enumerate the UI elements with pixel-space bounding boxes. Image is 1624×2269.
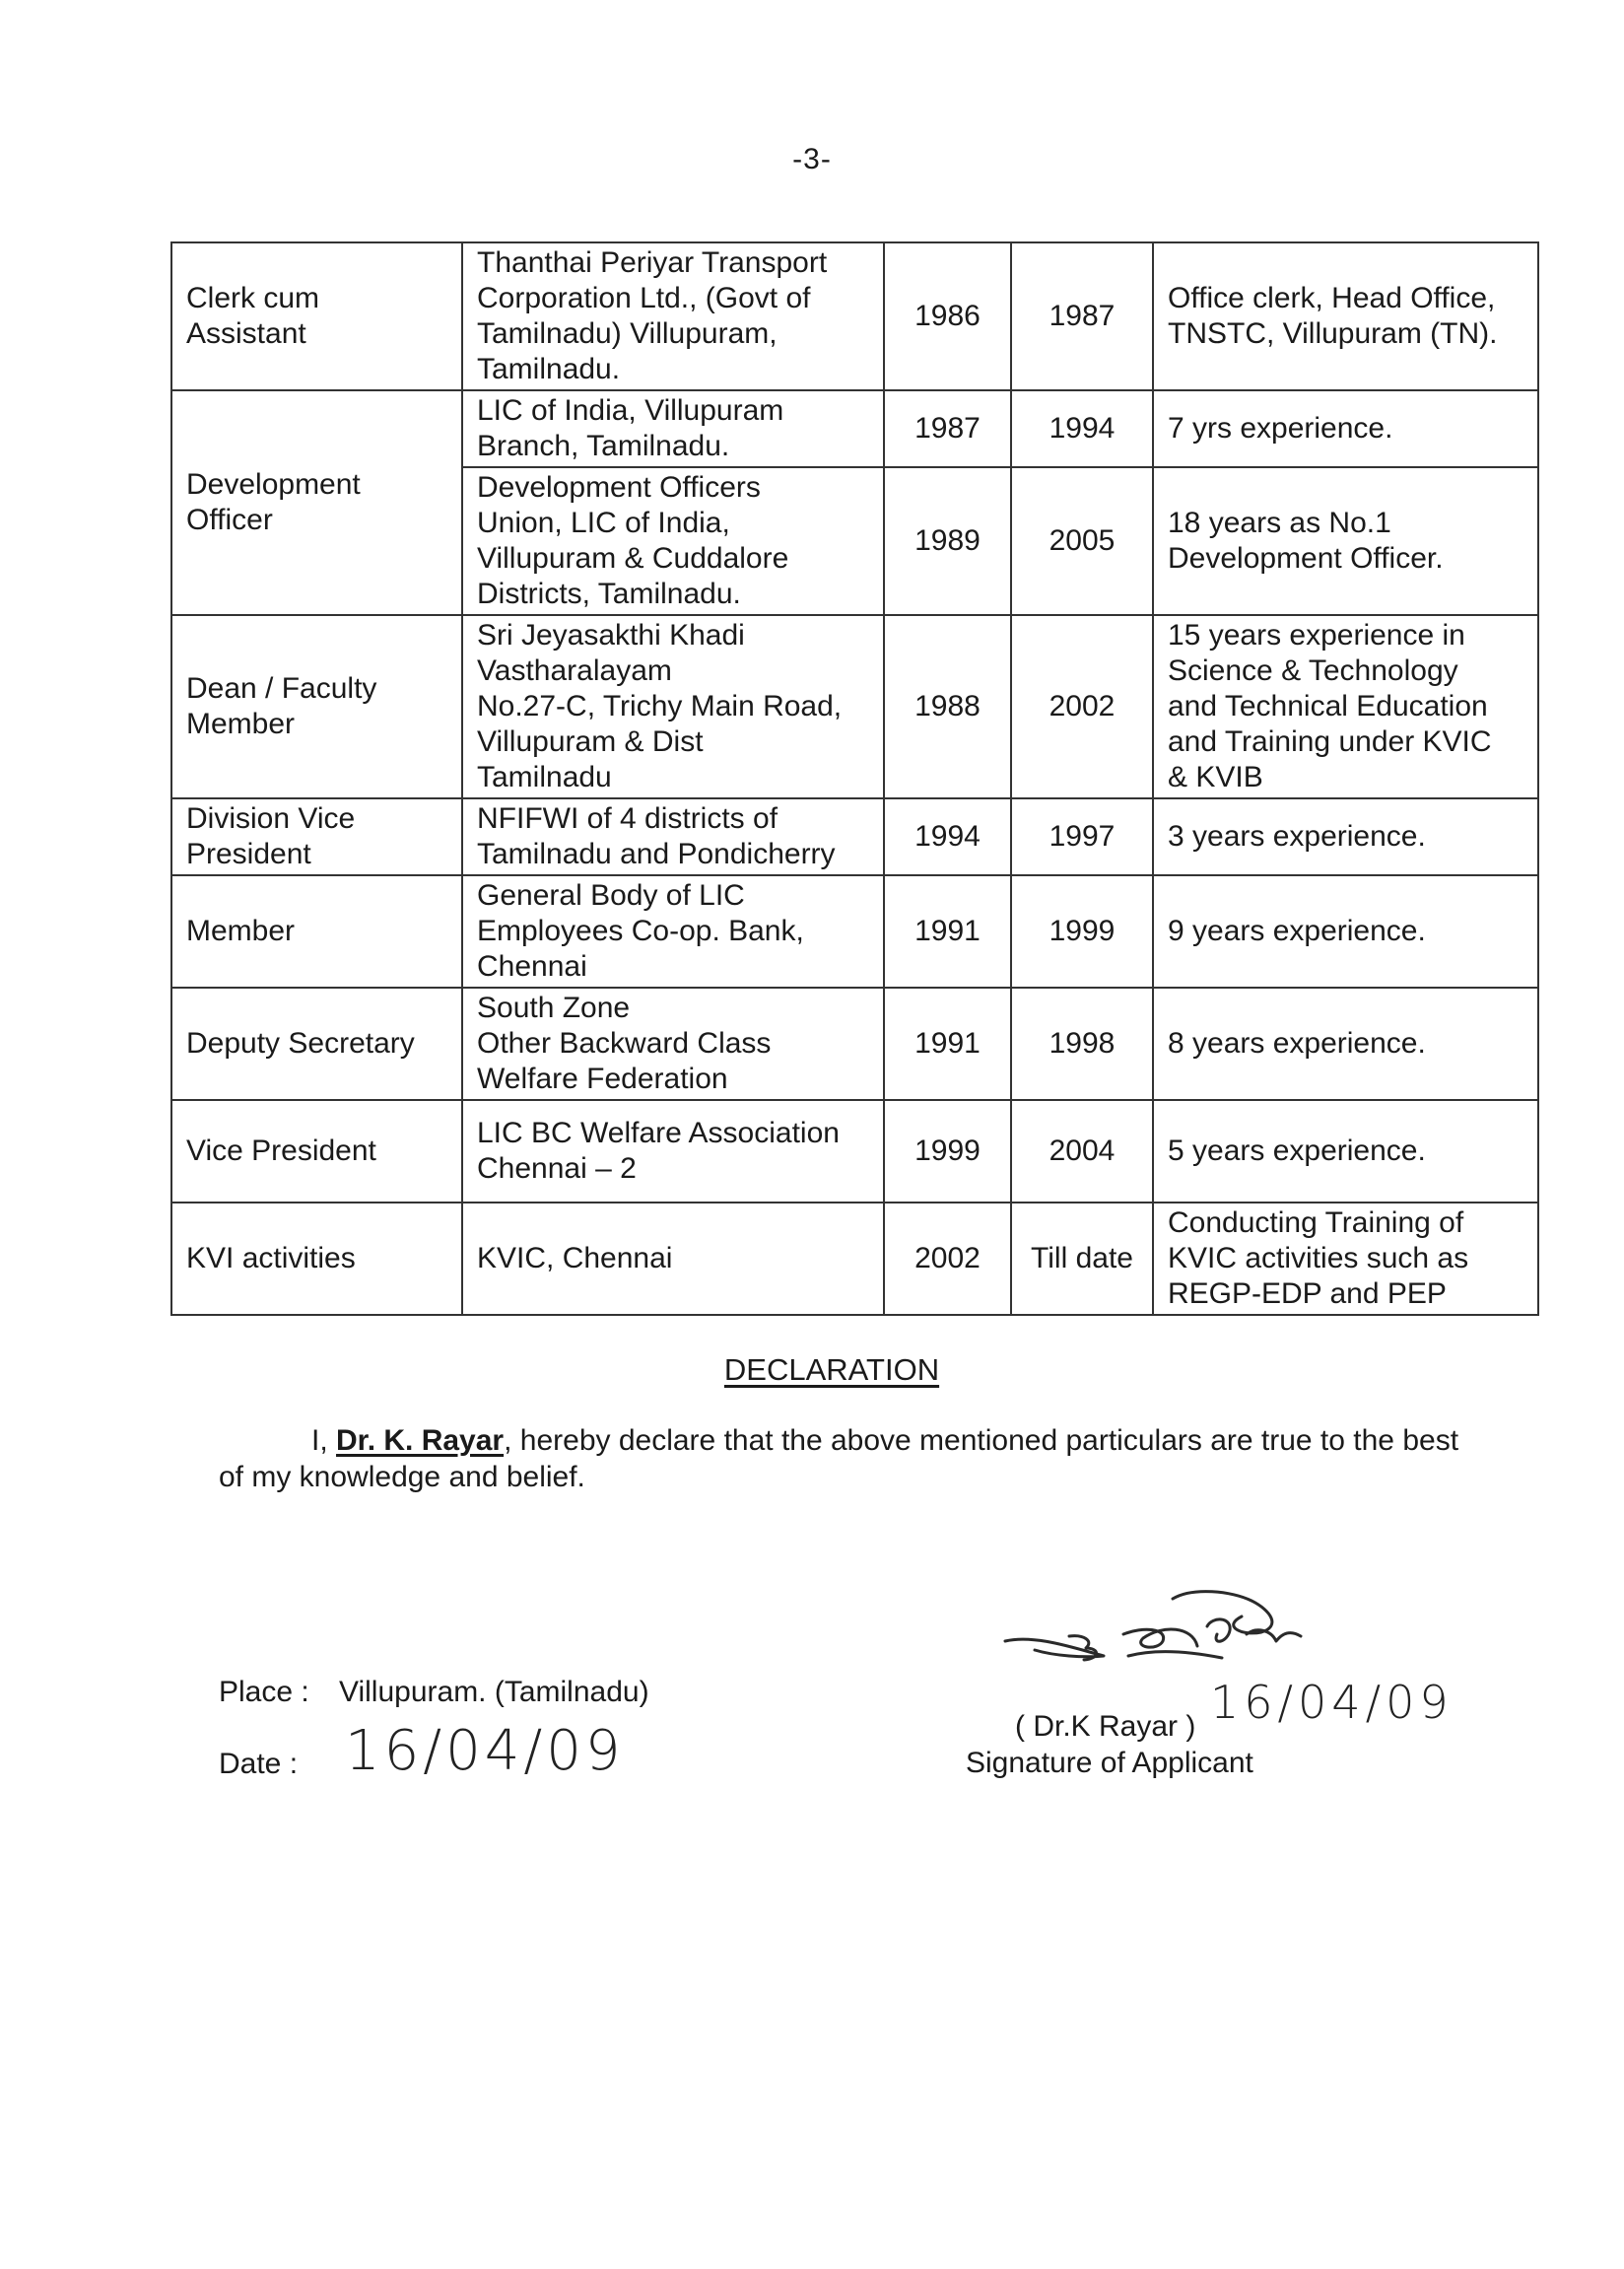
remarks-line: 15 years experience in [1168, 619, 1465, 652]
role-line: President [186, 838, 311, 870]
remarks-line: REGP-EDP and PEP [1168, 1277, 1447, 1310]
organization-line: Chennai [477, 950, 587, 983]
organization-line: Branch, Tamilnadu. [477, 430, 730, 462]
cell-role [171, 1100, 462, 1203]
declaration-prefix: I, [311, 1424, 337, 1457]
table-row [171, 615, 1538, 798]
cell-to-year: 1997 [1011, 798, 1153, 875]
cell-organization [462, 1100, 884, 1203]
cell-role [171, 1203, 462, 1315]
cell-to-year: 2005 [1011, 467, 1153, 615]
organization-line: Union, LIC of India, [477, 507, 730, 539]
organization-line: Tamilnadu [477, 761, 612, 793]
organization-line: LIC of India, Villupuram [477, 394, 784, 427]
cell-to-year: 1998 [1011, 988, 1153, 1100]
organization-line: LIC BC Welfare Association [477, 1117, 840, 1149]
organization-line: Sri Jeyasakthi Khadi [477, 619, 745, 652]
organization-line: Welfare Federation [477, 1063, 728, 1095]
table-row [171, 988, 1538, 1100]
remarks-line: Development Officer. [1168, 542, 1444, 575]
remarks-line: Office clerk, Head Office, [1168, 282, 1496, 314]
table-row [171, 875, 1538, 988]
organization-line: Tamilnadu) Villupuram, [477, 317, 778, 350]
cell-remarks [1153, 798, 1538, 875]
cell-organization [462, 390, 884, 467]
remarks-line: & KVIB [1168, 761, 1263, 793]
organization-line: Chennai – 2 [477, 1152, 637, 1185]
role-line: Officer [186, 504, 273, 536]
declaration-suffix: , hereby declare that the above mentioned particulars are true to the best of my knowledge and belief. [219, 1424, 1459, 1493]
cell-organization [462, 988, 884, 1100]
remarks-line: Science & Technology [1168, 654, 1458, 687]
remarks-line: and Technical Education [1168, 690, 1488, 722]
remarks-line: 7 yrs experience. [1168, 412, 1393, 445]
cell-remarks [1153, 988, 1538, 1100]
place-value: Villupuram. (Tamilnadu) [339, 1676, 649, 1708]
cell-remarks [1153, 467, 1538, 615]
experience-table [170, 241, 1539, 1316]
role-line: Member [186, 708, 296, 740]
role-line: Clerk cum [186, 282, 320, 314]
cell-organization [462, 798, 884, 875]
cell-organization [462, 615, 884, 798]
cell-to-year: 1994 [1011, 390, 1153, 467]
remarks-line: and Training under KVIC [1168, 725, 1492, 758]
role-line: Development [186, 468, 361, 501]
cell-organization [462, 875, 884, 988]
remarks-line: TNSTC, Villupuram (TN). [1168, 317, 1498, 350]
remarks-line: 18 years as No.1 [1168, 507, 1391, 539]
organization-line: Districts, Tamilnadu. [477, 578, 741, 610]
cell-organization [462, 467, 884, 615]
handwritten-date: 16/04/09 [345, 1719, 625, 1783]
role-line: Vice President [186, 1134, 376, 1167]
remarks-line: 9 years experience. [1168, 915, 1426, 947]
organization-line: Villupuram & Cuddalore [477, 542, 789, 575]
organization-line: General Body of LIC [477, 879, 745, 912]
organization-line: Vastharalayam [477, 654, 672, 687]
cell-from-year: 1991 [884, 875, 1011, 988]
page-number: -3- [792, 143, 832, 175]
table-row [171, 1203, 1538, 1315]
role-line: Member [186, 915, 296, 947]
cell-to-year: Till date [1011, 1203, 1153, 1315]
cell-role [171, 615, 462, 798]
cell-from-year: 1988 [884, 615, 1011, 798]
cell-role [171, 390, 462, 615]
cell-to-year: 2002 [1011, 615, 1153, 798]
cell-remarks [1153, 1203, 1538, 1315]
date-label: Date : [219, 1748, 299, 1780]
signature-caption: Signature of Applicant [966, 1747, 1253, 1779]
declaration-text [219, 1422, 1460, 1495]
remarks-line: 8 years experience. [1168, 1027, 1426, 1060]
organization-line: KVIC, Chennai [477, 1242, 673, 1274]
role-line: KVI activities [186, 1242, 356, 1274]
role-line: Dean / Faculty [186, 672, 377, 705]
organization-line: NFIFWI of 4 districts of [477, 802, 778, 835]
cell-to-year: 1987 [1011, 242, 1153, 390]
organization-line: Development Officers [477, 471, 761, 504]
cell-remarks [1153, 242, 1538, 390]
organization-line: Employees Co-op. Bank, [477, 915, 804, 947]
cell-to-year: 2004 [1011, 1100, 1153, 1203]
cell-from-year: 1987 [884, 390, 1011, 467]
remarks-line: Conducting Training of [1168, 1206, 1464, 1239]
cell-organization [462, 1203, 884, 1315]
declaration-title: DECLARATION [723, 1352, 940, 1387]
cell-from-year: 1994 [884, 798, 1011, 875]
signature-handwritten-date: 16/04/09 [1210, 1676, 1454, 1729]
cell-from-year: 2002 [884, 1203, 1011, 1315]
table-row [171, 242, 1538, 390]
remarks-line: 3 years experience. [1168, 820, 1426, 853]
cell-role [171, 988, 462, 1100]
role-line: Assistant [186, 317, 306, 350]
table-row [171, 798, 1538, 875]
cell-remarks [1153, 615, 1538, 798]
table-row [171, 390, 1538, 467]
organization-line: Tamilnadu and Pondicherry [477, 838, 836, 870]
role-line: Deputy Secretary [186, 1027, 415, 1060]
cell-remarks [1153, 1100, 1538, 1203]
organization-line: Corporation Ltd., (Govt of [477, 282, 811, 314]
cell-remarks [1153, 875, 1538, 988]
cell-from-year: 1986 [884, 242, 1011, 390]
remarks-line: 5 years experience. [1168, 1134, 1426, 1167]
cell-from-year: 1989 [884, 467, 1011, 615]
organization-line: South Zone [477, 992, 631, 1024]
place-label: Place : [219, 1676, 309, 1708]
cell-from-year: 1991 [884, 988, 1011, 1100]
organization-line: Tamilnadu. [477, 353, 621, 385]
table-row [171, 1100, 1538, 1203]
role-line: Division Vice [186, 802, 356, 835]
applicant-name-bold: Dr. K. Rayar [336, 1424, 505, 1457]
cell-from-year: 1999 [884, 1100, 1011, 1203]
cell-organization [462, 242, 884, 390]
remarks-line: KVIC activities such as [1168, 1242, 1469, 1274]
organization-line: Other Backward Class [477, 1027, 772, 1060]
cell-remarks [1153, 390, 1538, 467]
cell-to-year: 1999 [1011, 875, 1153, 988]
cell-role [171, 242, 462, 390]
organization-line: Thanthai Periyar Transport [477, 246, 828, 279]
cell-role [171, 875, 462, 988]
organization-line: No.27-C, Trichy Main Road, [477, 690, 843, 722]
organization-line: Villupuram & Dist [477, 725, 704, 758]
applicant-name: ( Dr.K Rayar ) [1015, 1710, 1196, 1743]
cell-role [171, 798, 462, 875]
